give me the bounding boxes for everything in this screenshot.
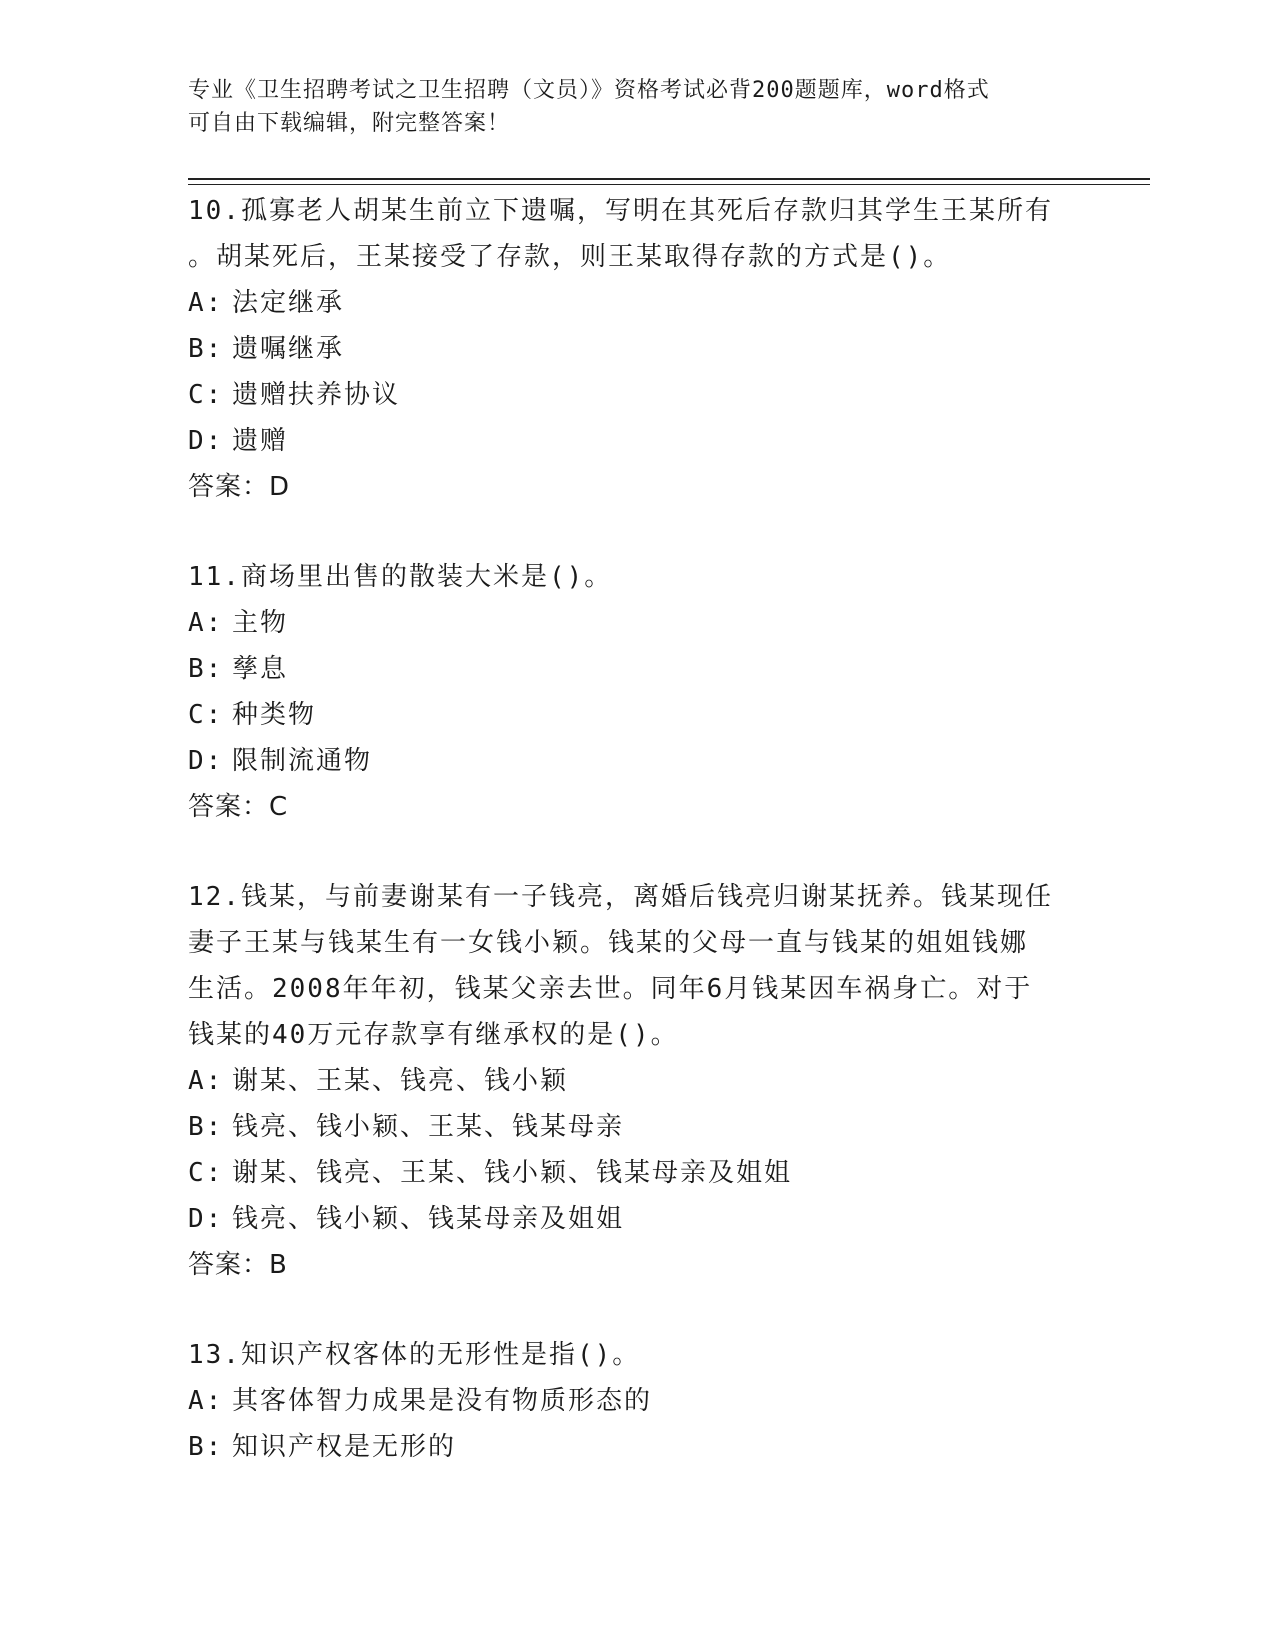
question-stem-line: 13.知识产权客体的无形性是指()。 [188,1340,641,1370]
question-block [188,188,1068,510]
option-letter: B: [188,1112,224,1142]
answer-key: 答案：D [188,472,291,502]
option-letter: B: [188,1432,224,1462]
header-divider-thin [188,184,1150,185]
answer-option [188,280,1068,326]
question-block [188,554,1068,830]
option-text: 主物 [232,608,289,638]
header-line-1: 专业《卫生招聘考试之卫生招聘（文员）》资格考试必背200题题库，word格式 [188,78,990,103]
option-text: 钱亮、钱小颖、王某、钱某母亲 [232,1112,625,1142]
answer-option [188,1378,1068,1424]
question-stem-line: 12.钱某，与前妻谢某有一子钱亮，离婚后钱亮归谢某抚养。钱某现任 [188,882,1053,912]
answer-option [188,326,1068,372]
option-text: 限制流通物 [232,746,373,776]
question-stem-line: 生活。2008年年初，钱某父亲去世。同年6月钱某因车祸身亡。对于 [188,974,1033,1004]
option-letter: B: [188,334,224,364]
question-list [188,188,1068,1514]
option-text: 遗赠扶养协议 [232,380,401,410]
document-header [188,74,1068,140]
header-divider-thick [188,178,1150,180]
option-text: 遗赠 [232,426,289,456]
option-letter: D: [188,746,224,776]
answer-option [188,646,1068,692]
question-stem-line: 妻子王某与钱某生有一女钱小颖。钱某的父母一直与钱某的姐姐钱娜 [188,928,1029,958]
answer-option [188,600,1068,646]
question-stem [188,1332,1068,1378]
answer-option [188,1058,1068,1104]
question-stem [188,554,1068,600]
answer-option [188,1104,1068,1150]
option-text: 知识产权是无形的 [232,1432,457,1462]
answer-option [188,1150,1068,1196]
option-text: 法定继承 [232,288,345,318]
option-text: 谢某、钱亮、王某、钱小颖、钱某母亲及姐姐 [232,1158,793,1188]
option-text: 种类物 [232,700,317,730]
answer-option [188,418,1068,464]
question-stem [188,874,1068,1058]
option-letter: D: [188,426,224,456]
option-letter: A: [188,1386,224,1416]
option-letter: C: [188,1158,224,1188]
option-letter: C: [188,380,224,410]
option-text: 遗嘱继承 [232,334,345,364]
option-letter: A: [188,288,224,318]
option-text: 钱亮、钱小颖、钱某母亲及姐姐 [232,1204,625,1234]
question-stem [188,188,1068,280]
answer-option [188,738,1068,784]
option-text: 谢某、王某、钱亮、钱小颖 [232,1066,569,1096]
option-letter: C: [188,700,224,730]
header-line-2: 可自由下载编辑，附完整答案！ [188,111,511,136]
option-letter: A: [188,1066,224,1096]
answer-option [188,692,1068,738]
question-stem-line: 11.商场里出售的散装大米是()。 [188,562,613,592]
answer-option [188,1424,1068,1470]
question-stem-line: 钱某的40万元存款享有继承权的是()。 [188,1020,679,1050]
question-block [188,874,1068,1288]
answer-option [188,372,1068,418]
answer-key: 答案：B [188,1250,288,1280]
question-stem-line: 10.孤寡老人胡某生前立下遗嘱，写明在其死后存款归其学生王某所有 [188,196,1053,226]
answer-option [188,1196,1068,1242]
option-letter: B: [188,654,224,684]
option-text: 孳息 [232,654,289,684]
option-letter: A: [188,608,224,638]
option-letter: D: [188,1204,224,1234]
option-text: 其客体智力成果是没有物质形态的 [232,1386,653,1416]
answer-key: 答案：C [188,792,289,822]
question-stem-line: 。胡某死后，王某接受了存款，则王某取得存款的方式是()。 [188,242,952,272]
question-block [188,1332,1068,1470]
